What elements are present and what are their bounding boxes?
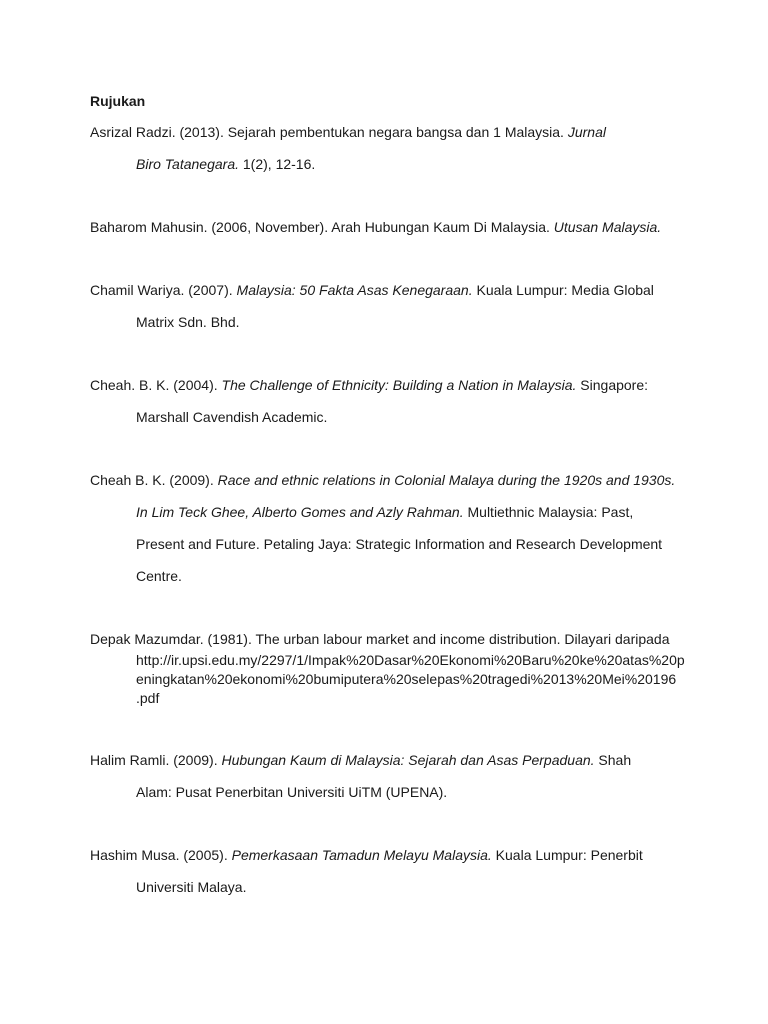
reference-url-line: eningkatan%20ekonomi%20bumiputera%20selepas%20tragedi%2013%20Mei%20196 [136,671,677,687]
reference-line: Universiti Malaya. [136,879,247,895]
reference-line: Marshall Cavendish Academic. [136,409,328,425]
reference-line: Matrix Sdn. Bhd. [136,314,240,330]
reference-line: Centre. [136,568,182,584]
reference-line: Biro Tatanegara. 1(2), 12-16. [136,156,316,172]
reference-url-line: .pdf [136,690,160,706]
reference-line: Asrizal Radzi. (2013). Sejarah pembentukan negara bangsa dan 1 Malaysia. Jurnal [90,124,606,140]
reference-line: Cheah. B. K. (2004). The Challenge of Ethnicity: Building a Nation in Malaysia. Singapore: [90,377,649,393]
reference-line: Alam: Pusat Penerbitan Universiti UiTM (UPENA). [136,784,448,800]
reference-line: Depak Mazumdar. (1981). The urban labour market and income distribution. Dilayari daripada [90,631,670,647]
reference-line: Chamil Wariya. (2007). Malaysia: 50 Fakta Asas Kenegaraan. Kuala Lumpur: Media Global [90,282,654,298]
reference-url-line: http://ir.upsi.edu.my/2297/1/Impak%20Dasar%20Ekonomi%20Baru%20ke%20atas%20p [136,652,685,668]
reference-line: Present and Future. Petaling Jaya: Strategic Information and Research Development [136,536,663,552]
reference-line: Hashim Musa. (2005). Pemerkasaan Tamadun Melayu Malaysia. Kuala Lumpur: Penerbit [90,847,643,863]
reference-line: Cheah B. K. (2009). Race and ethnic relations in Colonial Malaya during the 1920s and 1930s. [90,472,676,488]
reference-line: Baharom Mahusin. (2006, November). Arah Hubungan Kaum Di Malaysia. Utusan Malaysia. [90,219,662,235]
reference-line: In Lim Teck Ghee, Alberto Gomes and Azly Rahman. Multiethnic Malaysia: Past, [136,504,634,520]
page-heading: Rujukan [90,93,146,109]
reference-line: Halim Ramli. (2009). Hubungan Kaum di Malaysia: Sejarah dan Asas Perpaduan. Shah [90,752,632,768]
